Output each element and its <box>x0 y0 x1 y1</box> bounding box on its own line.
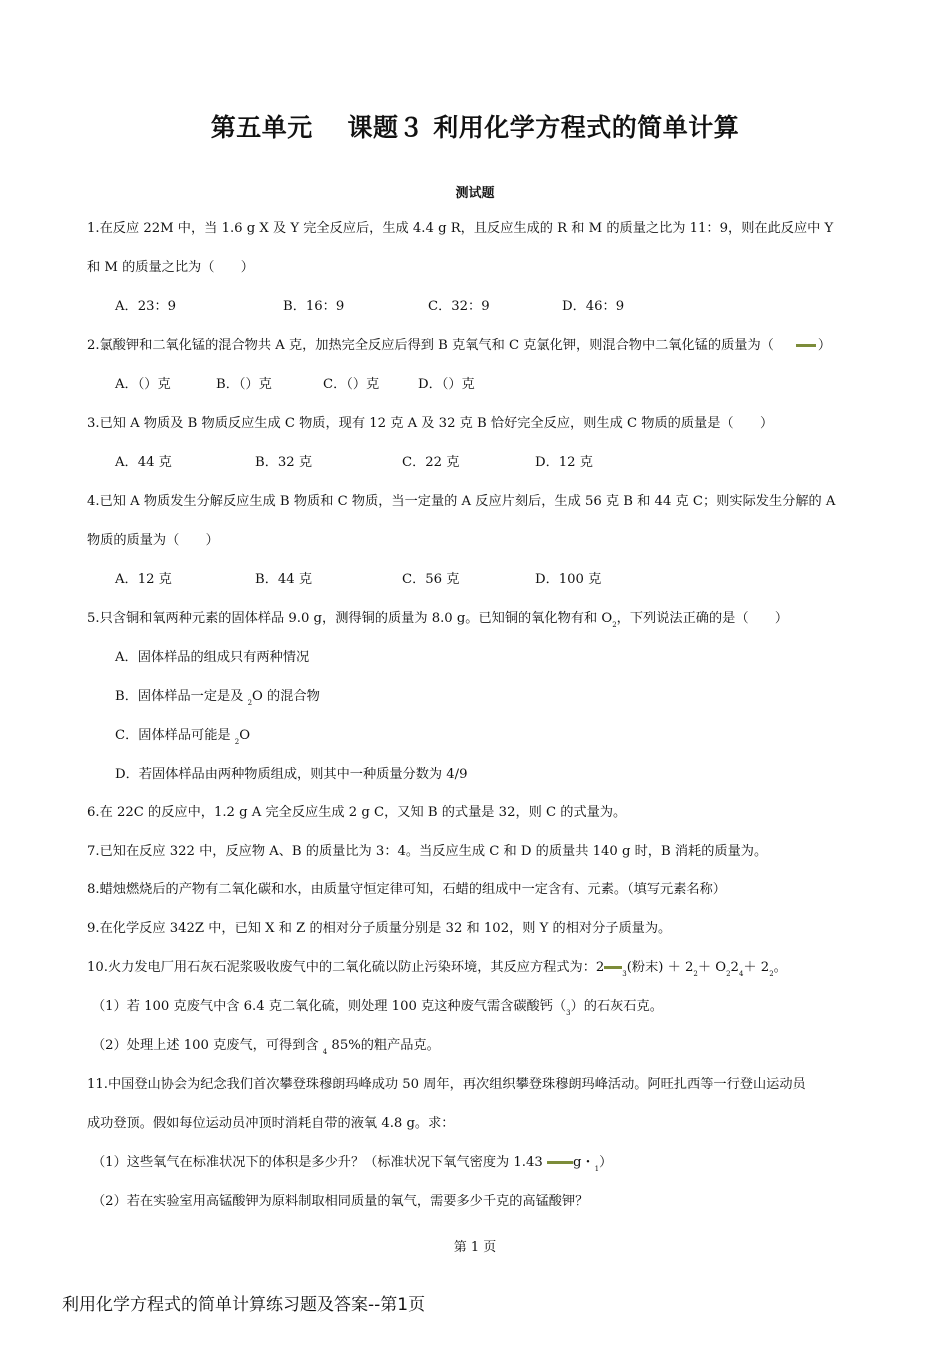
q4-option-c: C．56 克 <box>402 572 460 587</box>
q5-option-b: B．固体样品一定是及 $_2$O 的混合物 <box>115 689 320 707</box>
q3-option-b: B．32 克 <box>255 455 313 470</box>
q4-option-b: B．44 克 <box>255 572 313 587</box>
q11-sub-1: （1）这些氧气在标准状况下的体积是多少升？（标准状况下氧气密度为 1.43 g・$_1$） <box>92 1155 613 1173</box>
q2-option-d: D．（）克 <box>418 377 475 392</box>
question-10-text: 10.火力发电厂用石灰石泥浆吸收废气中的二氧化硫以防止污染环境，其反应方程式为：2 $_3$(粉末) ＋ $2_2+ O_22_4+ 2_2$。 <box>87 960 787 978</box>
page-footer: 利用化学方程式的简单计算练习题及答案--第1页 <box>62 1295 426 1315</box>
question-11-text: 11.中国登山协会为纪念我们首次攀登珠穆朗玛峰成功 50 周年，再次组织攀登珠穆朗玛峰活动。阿旺扎西等一行登山运动员 <box>87 1077 806 1092</box>
q5-option-c: C．固体样品可能是 $_2$O <box>115 728 251 746</box>
question-7-text: 7.已知在反应 322 中，反应物 A、B 的质量比为 3：4。当反应生成 C 和 D 的质量共 140 g 时，B 消耗的质量为。 <box>87 844 768 859</box>
page-subtitle: 测试题 <box>455 186 495 201</box>
q10-sub-1: （1）若 100 克废气中含 6.4 克二氧化硫，则处理 100 克这种废气需含碳酸钙$(_3)$的石灰石克。 <box>92 999 663 1017</box>
q11-sub-2: （2）若在实验室用高锰酸钾为原料制取相同质量的氧气，需要多少千克的高锰酸钾？ <box>92 1194 589 1209</box>
page-title: 第五单元 课题３ 利用化学方程式的简单计算 <box>210 113 740 142</box>
q3-option-a: A．44 克 <box>115 455 172 470</box>
q2-option-a: A．（）克 <box>115 377 171 392</box>
q4-option-a: A．12 克 <box>115 572 172 587</box>
q2-option-c: C．（）克 <box>323 377 380 392</box>
q10-sub-2: （2）处理上述 100 克废气，可得到含 $_4$ 85%的粗产品克。 <box>92 1038 440 1056</box>
question-1-text-cont: 和 M 的质量之比为（ ） <box>87 260 254 275</box>
q1-option-d: D．46：9 <box>562 299 625 314</box>
question-8-text: 8.蜡烛燃烧后的产物有二氧化碳和水，由质量守恒定律可知，石蜡的组成中一定含有、元素。（填写元素名称） <box>87 882 726 897</box>
scan-mark <box>796 344 816 347</box>
q1-option-a: A．23：9 <box>115 299 177 314</box>
q1-option-b: B．16：9 <box>283 299 345 314</box>
question-3-text: 3.已知 A 物质及 B 物质反应生成 C 物质，现有 12 克 A 及 32 克 B 恰好完全反应，则生成 C 物质的质量是（ ） <box>87 416 774 431</box>
q5-option-a: A．固体样品的组成只有两种情况 <box>115 650 310 665</box>
q3-option-d: D．12 克 <box>535 455 593 470</box>
question-5-text: 5.只含铜和氧两种元素的固体样品 9.0 g，测得铜的质量为 8.0 g。已知铜的氧化物有和 $O_2$，下列说法正确的是（ ） <box>87 611 789 629</box>
question-11-text-cont: 成功登顶。假如每位运动员冲顶时消耗自带的液氧 4.8 g。求： <box>87 1116 455 1131</box>
question-4-text: 4.已知 A 物质发生分解反应生成 B 物质和 C 物质，当一定量的 A 反应片刻后，生成 56 克 B 和 44 克 C；则实际发生分解的 A <box>87 494 836 509</box>
question-9-text: 9.在化学反应 342Z 中，已知 X 和 Z 的相对分子质量分别是 32 和 102，则 Y 的相对分子质量为。 <box>87 921 672 936</box>
q4-option-d: D．100 克 <box>535 572 602 587</box>
q1-option-c: C．32：9 <box>428 299 490 314</box>
question-2-text: 2.氯酸钾和二氧化锰的混合物共 A 克，加热完全反应后得到 B 克氧气和 C 克氯化钾，则混合物中二氧化锰的质量为（ ） <box>87 338 832 353</box>
page-number: 第 1 页 <box>453 1240 497 1255</box>
q2-option-b: B．（）克 <box>216 377 272 392</box>
scan-mark <box>604 966 622 969</box>
q5-option-d: D．若固体样品由两种物质组成，则其中一种质量分数为 4/9 <box>115 767 468 782</box>
q3-option-c: C．22 克 <box>402 455 460 470</box>
question-6-text: 6.在 22C 的反应中，1.2 g A 完全反应生成 2 g C，又知 B 的式量是 32，则 C 的式量为。 <box>87 805 627 820</box>
scan-mark <box>547 1161 573 1164</box>
question-1-text: 1.在反应 22M 中，当 1.6 g X 及 Y 完全反应后，生成 4.4 g R，且反应生成的 R 和 M 的质量之比为 11：9，则在此反应中 Y <box>87 221 834 236</box>
question-4-text-cont: 物质的质量为（ ） <box>87 533 219 548</box>
